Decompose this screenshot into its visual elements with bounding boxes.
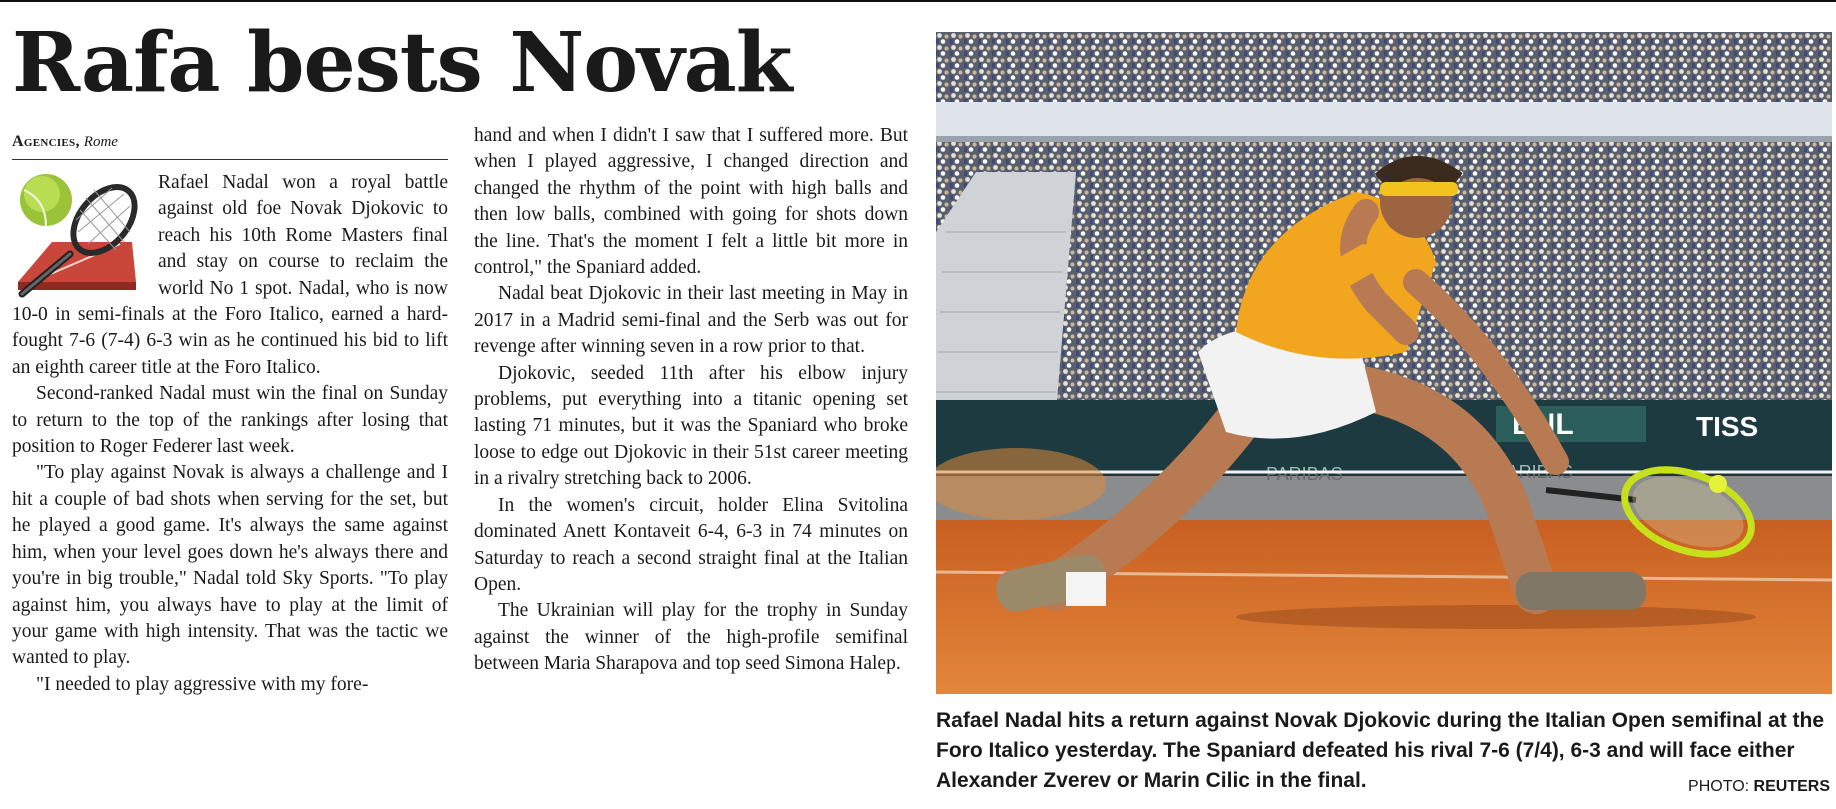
- paragraph: Second-ranked Nadal must win the final on Sunday to return to the top of the rankings after losing that position to Roger Federer last week.: [12, 383, 448, 458]
- top-rule: [0, 0, 1836, 2]
- photo-caption: Rafael Nadal hits a return against Novak Djokovic during the Italian Open semifinal at the Foro Italico yesterday. The Spaniard defeated his rival 7-6 (7/4), 6-3 and will face either Alexander Zverev or Marin Cilic in the final.: [936, 709, 1825, 792]
- photo-credit: [1688, 778, 1830, 796]
- headline: Rafa bests Novak: [12, 15, 792, 111]
- byline-agency: Agencies,: [12, 133, 80, 150]
- paragraph: The Ukrainian will play for the trophy in Sunday against the winner of the high-profile semifinal between Maria Sharapova and top seed Simona Halep.: [474, 600, 908, 675]
- paragraph: hand and when I didn't I saw that I suffered more. But when I played aggressive, I changed direction and changed the rhythm of the point with high balls and then low balls, combined with going for shots down the line. That's the moment I felt a little bit more in control," the Spaniard added.: [474, 125, 908, 279]
- article-column-2: [474, 123, 908, 678]
- paragraph: Rafael Nadal won a royal battle against old foe Novak Djokovic to reach his 10th Rome Masters final and stay on course to reclaim the world No 1 spot. Nadal, who is now 10-0 in semi-finals at the Foro Italico, earned a hard-fought 7-6 (7-4) 6-3 win as he continued his bid to lift an eighth career title at the Foro Italico.: [12, 172, 448, 378]
- tennis-racket-icon: [12, 170, 148, 298]
- paragraph: "To play against Novak is always a challenge and I hit a couple of bad shots when serving for the set, but he played a good game. It's always the same against him, when your level goes down he's always there and you're in big trouble," Nadal told Sky Sports. "To play against him, you always have to play at the limit of your game with high intensity. That was the tactic we wanted to play.: [12, 462, 448, 669]
- paragraph: In the women's circuit, holder Elina Svitolina dominated Anett Kontaveit 6-4, 6-3 in 74 minutes on Saturday to reach a second straight final at the Italian Open.: [474, 494, 908, 595]
- paragraph: "I needed to play aggressive with my fore-: [36, 673, 369, 695]
- news-photo: [936, 32, 1832, 694]
- photo-credit-source: REUTERS: [1753, 778, 1830, 795]
- byline-place: Rome: [83, 134, 118, 150]
- photo-credit-label: PHOTO:: [1688, 778, 1750, 795]
- byline: [12, 133, 448, 160]
- board-bnl-text: BNL: [1512, 408, 1574, 441]
- paragraph: Nadal beat Djokovic in their last meeting in May in 2017 in a Madrid semi-final and the Serb was out for revenge after winning seven in a row prior to that.: [474, 283, 908, 358]
- board-tis-text: TISS: [1696, 411, 1759, 442]
- article-column-1: [12, 170, 448, 698]
- paragraph: Djokovic, seeded 11th after his elbow injury problems, put everything into a titanic opening set lasting 71 minutes, but it was the Spaniard who broke loose to edge out Djokovic in their 51st career meeting in a rivalry stretching back to 2006.: [474, 362, 908, 490]
